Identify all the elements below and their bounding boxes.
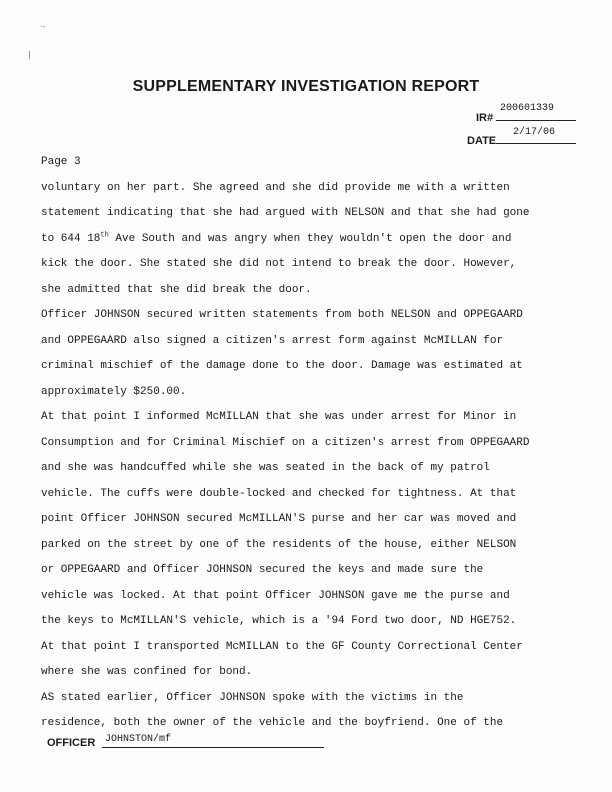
officer-value: JOHNSTON/mf <box>105 734 172 745</box>
report-title: SUPPLEMENTARY INVESTIGATION REPORT <box>132 78 480 95</box>
officer-label: OFFICER <box>47 737 96 749</box>
body-line: the keys to McMILLAN'S vehicle, which is a '94 Ford two door, ND HGE752. <box>41 615 517 627</box>
body-line: to 644 18th Ave South and was angry when they wouldn't open the door and <box>41 230 512 245</box>
scan-speck-mark: | <box>28 50 31 59</box>
date-underline <box>496 143 576 144</box>
ir-label: IR# <box>476 112 494 124</box>
body-line: At that point I transported McMILLAN to the GF County Correctional Center <box>41 640 523 653</box>
body-line: At that point I informed McMILLAN that she was under arrest for Minor in <box>41 411 517 423</box>
ordinal-superscript: th <box>100 230 109 239</box>
body-line: voluntary on her part. She agreed and she did provide me with a written <box>41 181 510 194</box>
body-line: criminal mischief of the damage done to the door. Damage was estimated at <box>41 360 523 372</box>
body-line: kick the door. She stated she did not intend to break the door. However, <box>41 258 517 270</box>
body-line: and she was handcuffed while she was seated in the back of my patrol <box>41 462 490 474</box>
body-lines <box>41 176 571 737</box>
body-line: Consumption and for Criminal Mischief on a citizen's arrest from OPPEGAARD <box>41 436 530 449</box>
body-line: she admitted that she did break the door. <box>41 283 312 296</box>
body-line: residence, both the owner of the vehicle and the boyfriend. One of the <box>41 717 504 729</box>
ir-underline <box>496 120 576 121</box>
date-label: DATE <box>467 135 497 147</box>
page-number-label: Page 3 <box>41 156 81 168</box>
body-line: point Officer JOHNSON secured McMILLAN'S purse and her car was moved and <box>41 513 517 525</box>
body-line: and OPPEGAARD also signed a citizen's arrest form against McMILLAN for <box>41 334 504 347</box>
body-line: vehicle. The cuffs were double-locked and checked for tightness. At that <box>41 487 517 500</box>
scan-speck-mark: ·- <box>40 22 46 31</box>
body-line: parked on the street by one of the residents of the house, either NELSON <box>41 538 517 551</box>
date-value: 2/17/06 <box>513 127 556 138</box>
officer-underline <box>102 747 324 748</box>
body-line: Officer JOHNSON secured written statements from both NELSON and OPPEGAARD <box>41 309 523 321</box>
body-line: statement indicating that she had argued with NELSON and that she had gone <box>41 207 530 219</box>
ir-number: 200601339 <box>500 103 555 114</box>
body-line: where she was confined for bond. <box>41 666 253 678</box>
body-line: approximately $250.00. <box>41 385 187 398</box>
body-line: AS stated earlier, Officer JOHNSON spoke with the victims in the <box>41 691 464 704</box>
body-line: or OPPEGAARD and Officer JOHNSON secured the keys and made sure the <box>41 564 484 576</box>
body-line: vehicle was locked. At that point Officer JOHNSON gave me the purse and <box>41 589 510 602</box>
report-body <box>41 150 571 737</box>
